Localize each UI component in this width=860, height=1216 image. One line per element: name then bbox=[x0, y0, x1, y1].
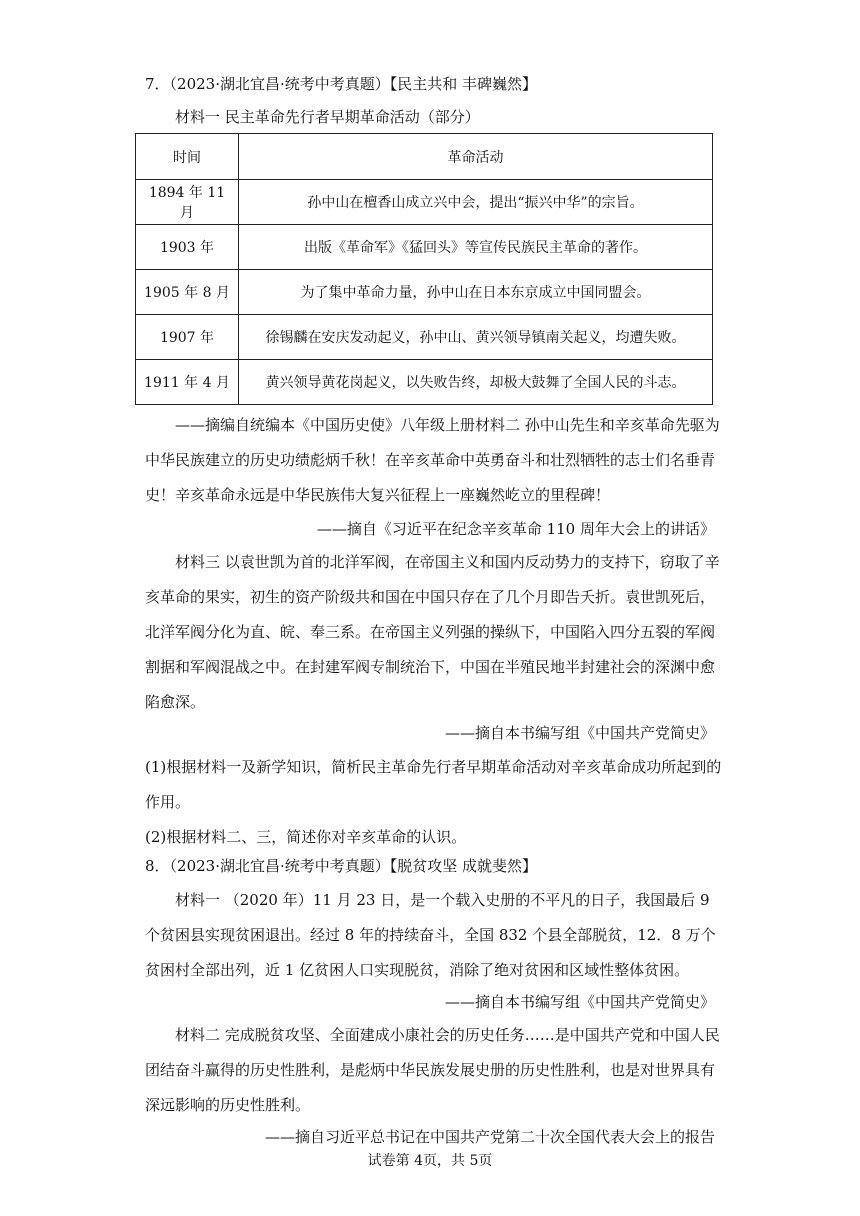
q7-material-3-text: 材料三 以袁世凯为首的北洋军阀，在帝国主义和国内反动势力的支持下，窃取了辛亥革命的果实，初生的资产阶级共和国在中国只存在了几个月即告夭折。袁世凯死后，北洋军阀分化为直、皖、奉三系。在帝国主义列强的操纵下，中国陷入四分五裂的军阀割据和军阀混战之中。在封建军阀专制统治下，中国在半殖民地半封建社会的深渊中愈陷愈深。 bbox=[145, 553, 720, 711]
table-row bbox=[136, 225, 713, 270]
q7-sub-question-2: (2)根据材料二、三，简述你对辛亥革命的认识。 bbox=[145, 828, 467, 846]
table-cell-activity: 孙中山在檀香山成立兴中会，提出“振兴中华”的宗旨。 bbox=[239, 180, 713, 225]
table-row bbox=[136, 270, 713, 315]
table-header-time: 时间 bbox=[136, 134, 239, 180]
table-cell-time: 1911 年 4 月 bbox=[136, 360, 239, 405]
q7-material-3-source: ——摘自本书编写组《中国共产党简史》 bbox=[444, 724, 715, 742]
question-7-title: 7．（2023·湖北宜昌·统考中考真题）【民主共和 丰碑巍然】 bbox=[145, 75, 538, 93]
q7-sub-question-1: (1)根据材料一及新学知识，简析民主革命先行者早期革命活动对辛亥革命成功所起到的作用。 bbox=[145, 758, 722, 811]
q7-material-2-source: ——摘自《习近平在纪念辛亥革命 110 周年大会上的讲话》 bbox=[316, 520, 715, 538]
table-cell-activity: 徐锡麟在安庆发动起义，孙中山、黄兴领导镇南关起义，均遭失败。 bbox=[239, 315, 713, 360]
page-footer: 试卷第 4页，共 5页 bbox=[367, 1153, 493, 1169]
table-row bbox=[136, 360, 713, 405]
table-cell-time: 1894 年 11 月 bbox=[136, 180, 239, 225]
table-header-row bbox=[136, 134, 713, 180]
table-header-activity: 革命活动 bbox=[239, 134, 713, 180]
table-cell-activity: 黄兴领导黄花岗起义，以失败告终，却极大鼓舞了全国人民的斗志。 bbox=[239, 360, 713, 405]
q8-material-2-text: 材料二 完成脱贫攻坚、全面建成小康社会的历史任务……是中国共产党和中国人民团结奋斗赢得的历史性胜利，是彪炳中华民族发展史册的历史性胜利，也是对世界具有深远影响的历史性胜利。 bbox=[145, 1026, 720, 1114]
q7-material-2-text: ——摘编自统编本《中国历史使》八年级上册材料二 孙中山先生和辛亥革命先驱为中华民族建立的历史功绩彪炳千秋！在辛亥革命中英勇奋斗和壮烈牺牲的志士们名垂青史！辛亥革命永远是中华民族伟大复兴征程上一座巍然屹立的里程碑！ bbox=[145, 416, 720, 504]
revolution-activity-table bbox=[135, 133, 713, 405]
q8-material-2-source: ——摘自习近平总书记在中国共产党第二十次全国代表大会上的报告 bbox=[264, 1128, 715, 1146]
question-8-title: 8．（2023·湖北宜昌·统考中考真题）【脱贫攻坚 成就斐然】 bbox=[145, 857, 538, 875]
q8-material-1-text: 材料一 （2020 年）11 月 23 日，是一个载入史册的不平凡的日子，我国最后 9 个贫困县实现贫困退出。经过 8 年的持续奋斗，全国 832 个县全部脱贫，12．8 万个贫困村全部出列，近 1 亿贫困人口实现脱贫，消除了绝对贫困和区域性整体贫困。 bbox=[145, 891, 716, 979]
table-cell-activity: 出版《革命军》《猛回头》等宣传民族民主革命的著作。 bbox=[239, 225, 713, 270]
table-row bbox=[136, 180, 713, 225]
table-cell-time: 1907 年 bbox=[136, 315, 239, 360]
table-cell-time: 1905 年 8 月 bbox=[136, 270, 239, 315]
table-cell-time: 1903 年 bbox=[136, 225, 239, 270]
table-cell-activity: 为了集中革命力量，孙中山在日本东京成立中国同盟会。 bbox=[239, 270, 713, 315]
q8-material-1-source: ——摘自本书编写组《中国共产党简史》 bbox=[444, 993, 715, 1011]
table-row bbox=[136, 315, 713, 360]
q7-material-1-title: 材料一 民主革命先行者早期革命活动（部分） bbox=[175, 108, 480, 126]
